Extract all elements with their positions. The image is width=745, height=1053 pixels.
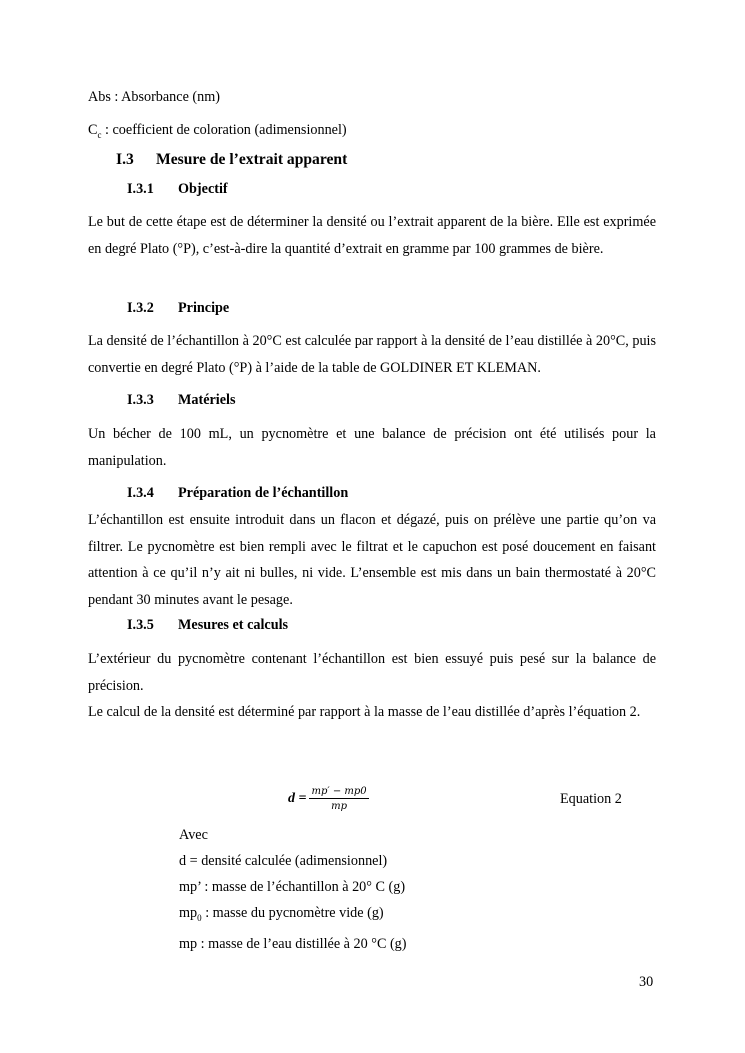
- subsection-title: Mesures et calculs: [178, 617, 289, 633]
- paragraph-materiels: [88, 421, 656, 474]
- subsection-title: Objectif: [178, 181, 228, 197]
- subsection-heading-preparation: [127, 485, 348, 502]
- definition-mp0: [179, 900, 407, 931]
- subsection-number: I.3.3: [127, 392, 154, 408]
- subsection-heading-principe: [127, 300, 229, 317]
- subsection-number: I.3.4: [127, 485, 154, 501]
- definition-mp: mp : masse de l’eau distillée à 20 °C (g): [179, 935, 407, 952]
- paragraph-text: L’extérieur du pycnomètre contenant l’échantillon est bien essuyé puis pesé sur la balance de précision.: [88, 651, 656, 694]
- subsection-heading-mesures: [127, 617, 288, 634]
- paragraph-mesures: [88, 646, 656, 726]
- subsection-title: Principe: [178, 300, 230, 316]
- cc-description: : coefficient de coloration (adimensionnel): [101, 122, 347, 138]
- equation-lhs: d =: [288, 791, 307, 806]
- avec-label: Avec: [179, 827, 208, 843]
- equation-denominator: mp: [331, 801, 347, 812]
- subsection-number: I.3.2: [127, 300, 154, 316]
- paragraph-text: L’échantillon est ensuite introduit dans un flacon et dégazé, puis on prélève une partie qu’on va filtrer. Le pycnomètre est bien rempli avec le filtrat et le capuchon est posé doucement en faisant attention à ce qu’il n’y ait ni bulles, ni vide. L’ensemble est mis dans un bain thermostaté à 20°C pendant 30 minutes avant le pesage.: [88, 512, 656, 608]
- cc-definition: [88, 122, 347, 140]
- subsection-heading-materiels: [127, 392, 236, 409]
- paragraph-text: Le calcul de la densité est déterminé par rapport à la masse de l’eau distillée d’après l’équation 2.: [88, 704, 641, 720]
- subsection-title: Matériels: [178, 392, 236, 408]
- paragraph-text: Un bécher de 100 mL, un pycnomètre et une balance de précision ont été utilisés pour la manipulation.: [88, 426, 656, 469]
- equation-label: Equation 2: [560, 791, 622, 807]
- mp0-subscript: 0: [197, 912, 202, 923]
- mp0-description: : masse du pycnomètre vide (g): [201, 905, 384, 921]
- subsection-number: I.3.1: [127, 181, 154, 197]
- cc-subscript: c: [97, 129, 102, 140]
- definition-d: d = densité calculée (adimensionnel): [179, 853, 388, 869]
- subsection-number: I.3.5: [127, 617, 154, 633]
- section-number: I.3: [116, 151, 134, 168]
- paragraph-preparation: [88, 507, 656, 613]
- paragraph-principe: [88, 328, 656, 381]
- paragraph-text: Le but de cette étape est de déterminer la densité ou l’extrait apparent de la bière. Elle est exprimée en degré Plato (°P), c’est-à-dire la quantité d’extrait en gramme par 100 grammes de bière.: [88, 214, 656, 257]
- paragraph-objectif: [88, 209, 656, 262]
- cc-symbol: C: [88, 122, 98, 138]
- definition-mp-prime: mp’ : masse de l’échantillon à 20° C (g): [179, 879, 406, 895]
- subsection-heading-objectif: [127, 181, 228, 198]
- page-number: 30: [639, 974, 654, 990]
- definitions-list: [179, 822, 407, 957]
- equation-fraction: [309, 786, 368, 812]
- paragraph-text: La densité de l’échantillon à 20°C est calculée par rapport à la densité de l’eau distillée à 20°C, puis convertie en degré Plato (°P) à l’aide de la table de GOLDINER ET KLEMAN.: [88, 333, 656, 376]
- density-equation: [288, 786, 369, 812]
- abs-definition: Abs : Absorbance (nm): [88, 89, 220, 105]
- section-title: Mesure de l’extrait apparent: [156, 151, 348, 168]
- equation-numerator: mp′ − mp0: [311, 786, 367, 797]
- subsection-title: Préparation de l’échantillon: [178, 485, 349, 501]
- section-heading: [116, 151, 347, 169]
- mp0-symbol: mp: [179, 905, 198, 921]
